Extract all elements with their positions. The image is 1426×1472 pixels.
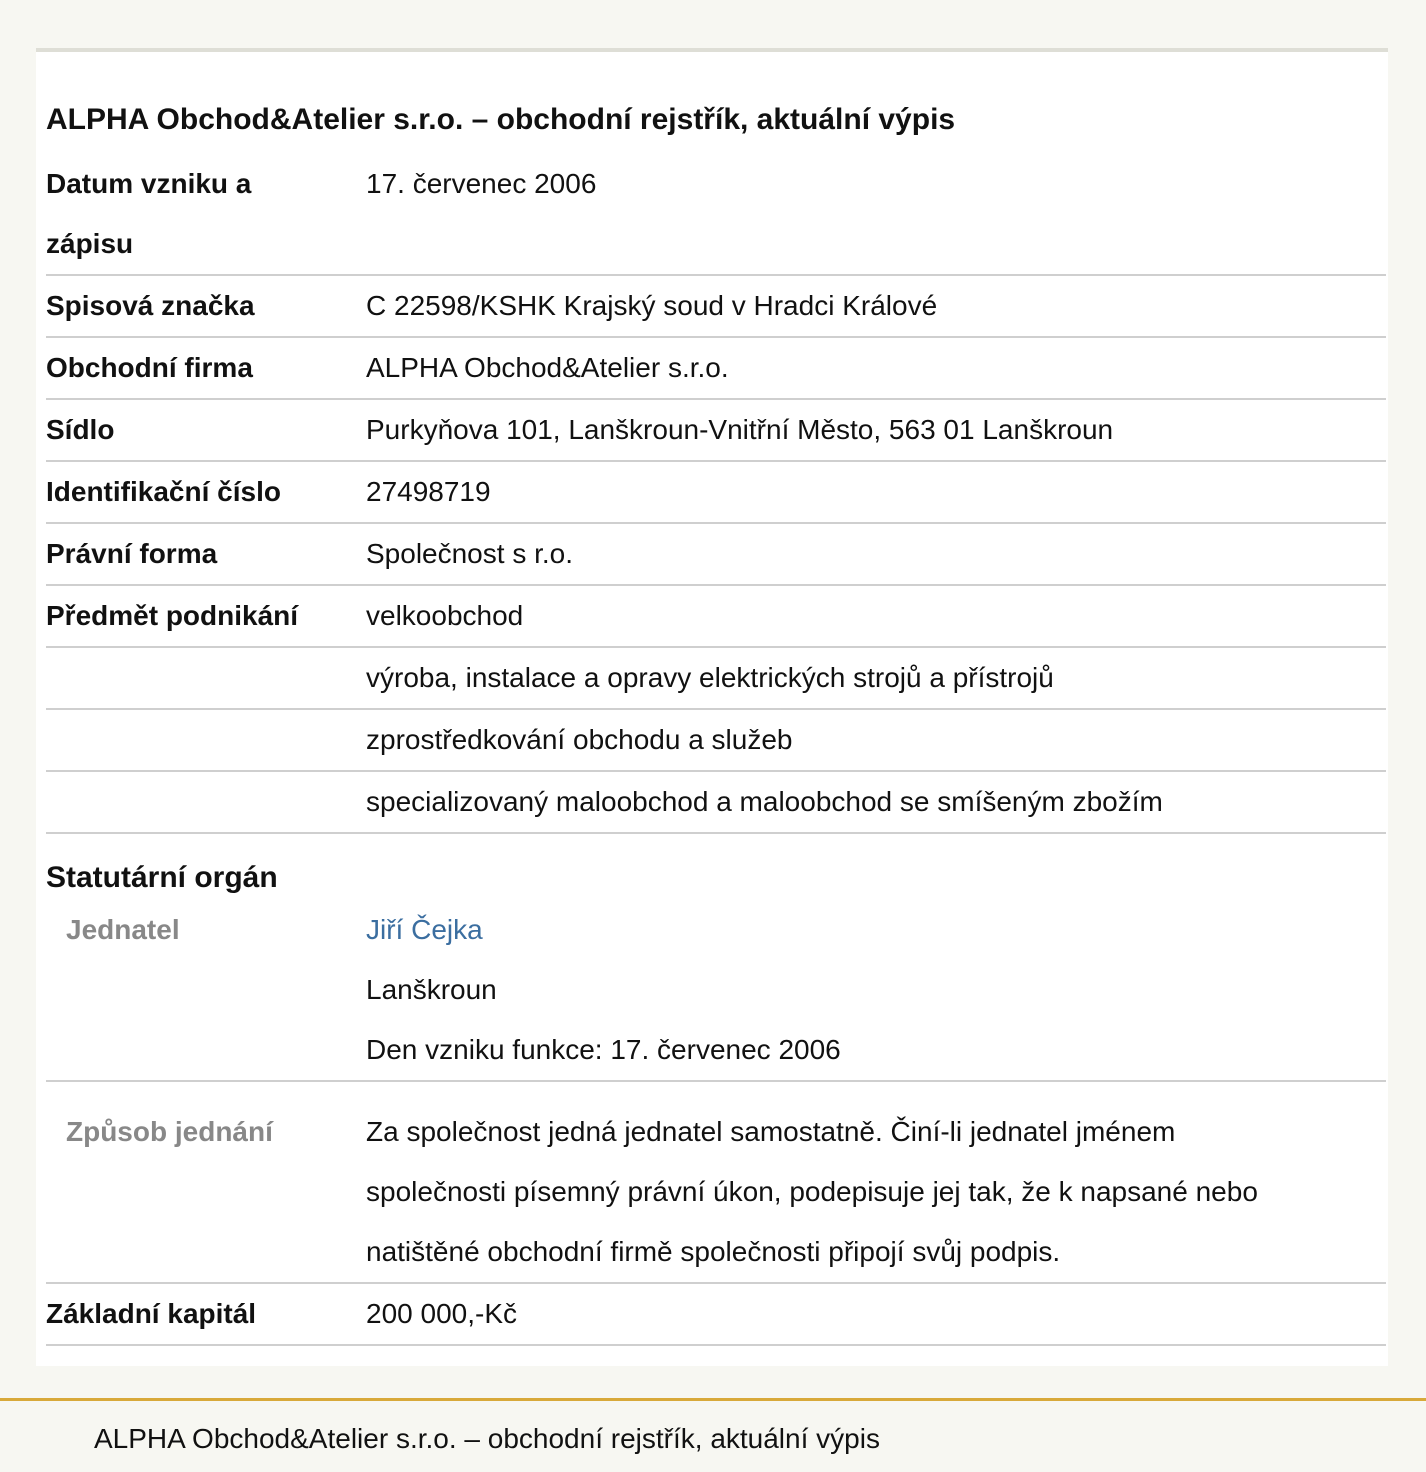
footer-title: ALPHA Obchod&Atelier s.r.o. – obchodní rejstřík, aktuální výpis bbox=[94, 1423, 880, 1454]
row-jednatel bbox=[46, 900, 1386, 1082]
page-footer bbox=[0, 1398, 1426, 1472]
text-line: Za společnost jedná jednatel samostatně. Činí-li jednatel jménem bbox=[366, 1116, 1176, 1147]
person-since: Den vzniku funkce: 17. červenec 2006 bbox=[366, 1034, 841, 1065]
text-line: natištěné obchodní firmě společnosti připojí svůj podpis. bbox=[366, 1236, 1061, 1267]
row-label: Základní kapitál bbox=[46, 1298, 257, 1329]
registry-card bbox=[36, 48, 1388, 1366]
page-title: ALPHA Obchod&Atelier s.r.o. – obchodní rejstřík, aktuální výpis bbox=[46, 103, 956, 136]
row-value: 200 000,-Kč bbox=[366, 1298, 517, 1329]
row-label-line: zápisu bbox=[46, 228, 134, 259]
row-value: velkoobchod bbox=[366, 600, 524, 631]
text-line: společnosti písemný právní úkon, podepisuje jej tak, že k napsané nebo bbox=[366, 1176, 1258, 1207]
row-value bbox=[366, 1102, 1386, 1282]
row-value: C 22598/KSHK Krajský soud v Hradci Králové bbox=[366, 290, 938, 321]
row-zpusob-jednani bbox=[46, 1082, 1386, 1284]
row-pravni-forma bbox=[46, 524, 1386, 586]
row-label: Sídlo bbox=[46, 414, 115, 445]
row-datum-vzniku bbox=[46, 154, 1386, 276]
row-sidlo bbox=[46, 400, 1386, 462]
row-sublabel: Jednatel bbox=[66, 914, 180, 945]
row-label-line: Datum vzniku a bbox=[46, 168, 252, 199]
row-value: specializovaný maloobchod a maloobchod se smíšeným zbožím bbox=[366, 786, 1163, 817]
person-link[interactable]: Jiří Čejka bbox=[366, 914, 483, 945]
row-predmet-podnikani-item bbox=[46, 772, 1386, 834]
row-label: Spisová značka bbox=[46, 290, 255, 321]
row-value bbox=[366, 900, 1386, 1080]
section-heading-statutarni-organ: Statutární orgán bbox=[46, 861, 278, 894]
row-sublabel: Způsob jednání bbox=[66, 1116, 273, 1147]
row-label-empty bbox=[46, 772, 366, 832]
row-predmet-podnikani-item bbox=[46, 710, 1386, 772]
row-label-empty bbox=[46, 648, 366, 708]
row-predmet-podnikani bbox=[46, 586, 1386, 648]
row-identifikacni-cislo bbox=[46, 462, 1386, 524]
row-value: ALPHA Obchod&Atelier s.r.o. bbox=[366, 352, 729, 383]
row-label: Předmět podnikání bbox=[46, 600, 299, 631]
row-value: 27498719 bbox=[366, 476, 491, 507]
registry-table bbox=[46, 154, 1386, 1346]
row-spisova-znacka bbox=[46, 276, 1386, 338]
row-label: Identifikační číslo bbox=[46, 476, 281, 507]
row-value: zprostředkování obchodu a služeb bbox=[366, 724, 793, 755]
person-city: Lanškroun bbox=[366, 974, 497, 1005]
row-zakladni-kapital bbox=[46, 1284, 1386, 1346]
row-label: Obchodní firma bbox=[46, 352, 253, 383]
row-label: Právní forma bbox=[46, 538, 218, 569]
row-value: Purkyňova 101, Lanškroun-Vnitřní Město, 563 01 Lanškroun bbox=[366, 414, 1114, 445]
row-predmet-podnikani-item bbox=[46, 648, 1386, 710]
row-obchodni-firma bbox=[46, 338, 1386, 400]
row-label bbox=[46, 154, 366, 274]
row-value: 17. červenec 2006 bbox=[366, 168, 597, 199]
row-value: výroba, instalace a opravy elektrických strojů a přístrojů bbox=[366, 662, 1054, 693]
row-value: Společnost s r.o. bbox=[366, 538, 574, 569]
row-label-empty bbox=[46, 710, 366, 770]
